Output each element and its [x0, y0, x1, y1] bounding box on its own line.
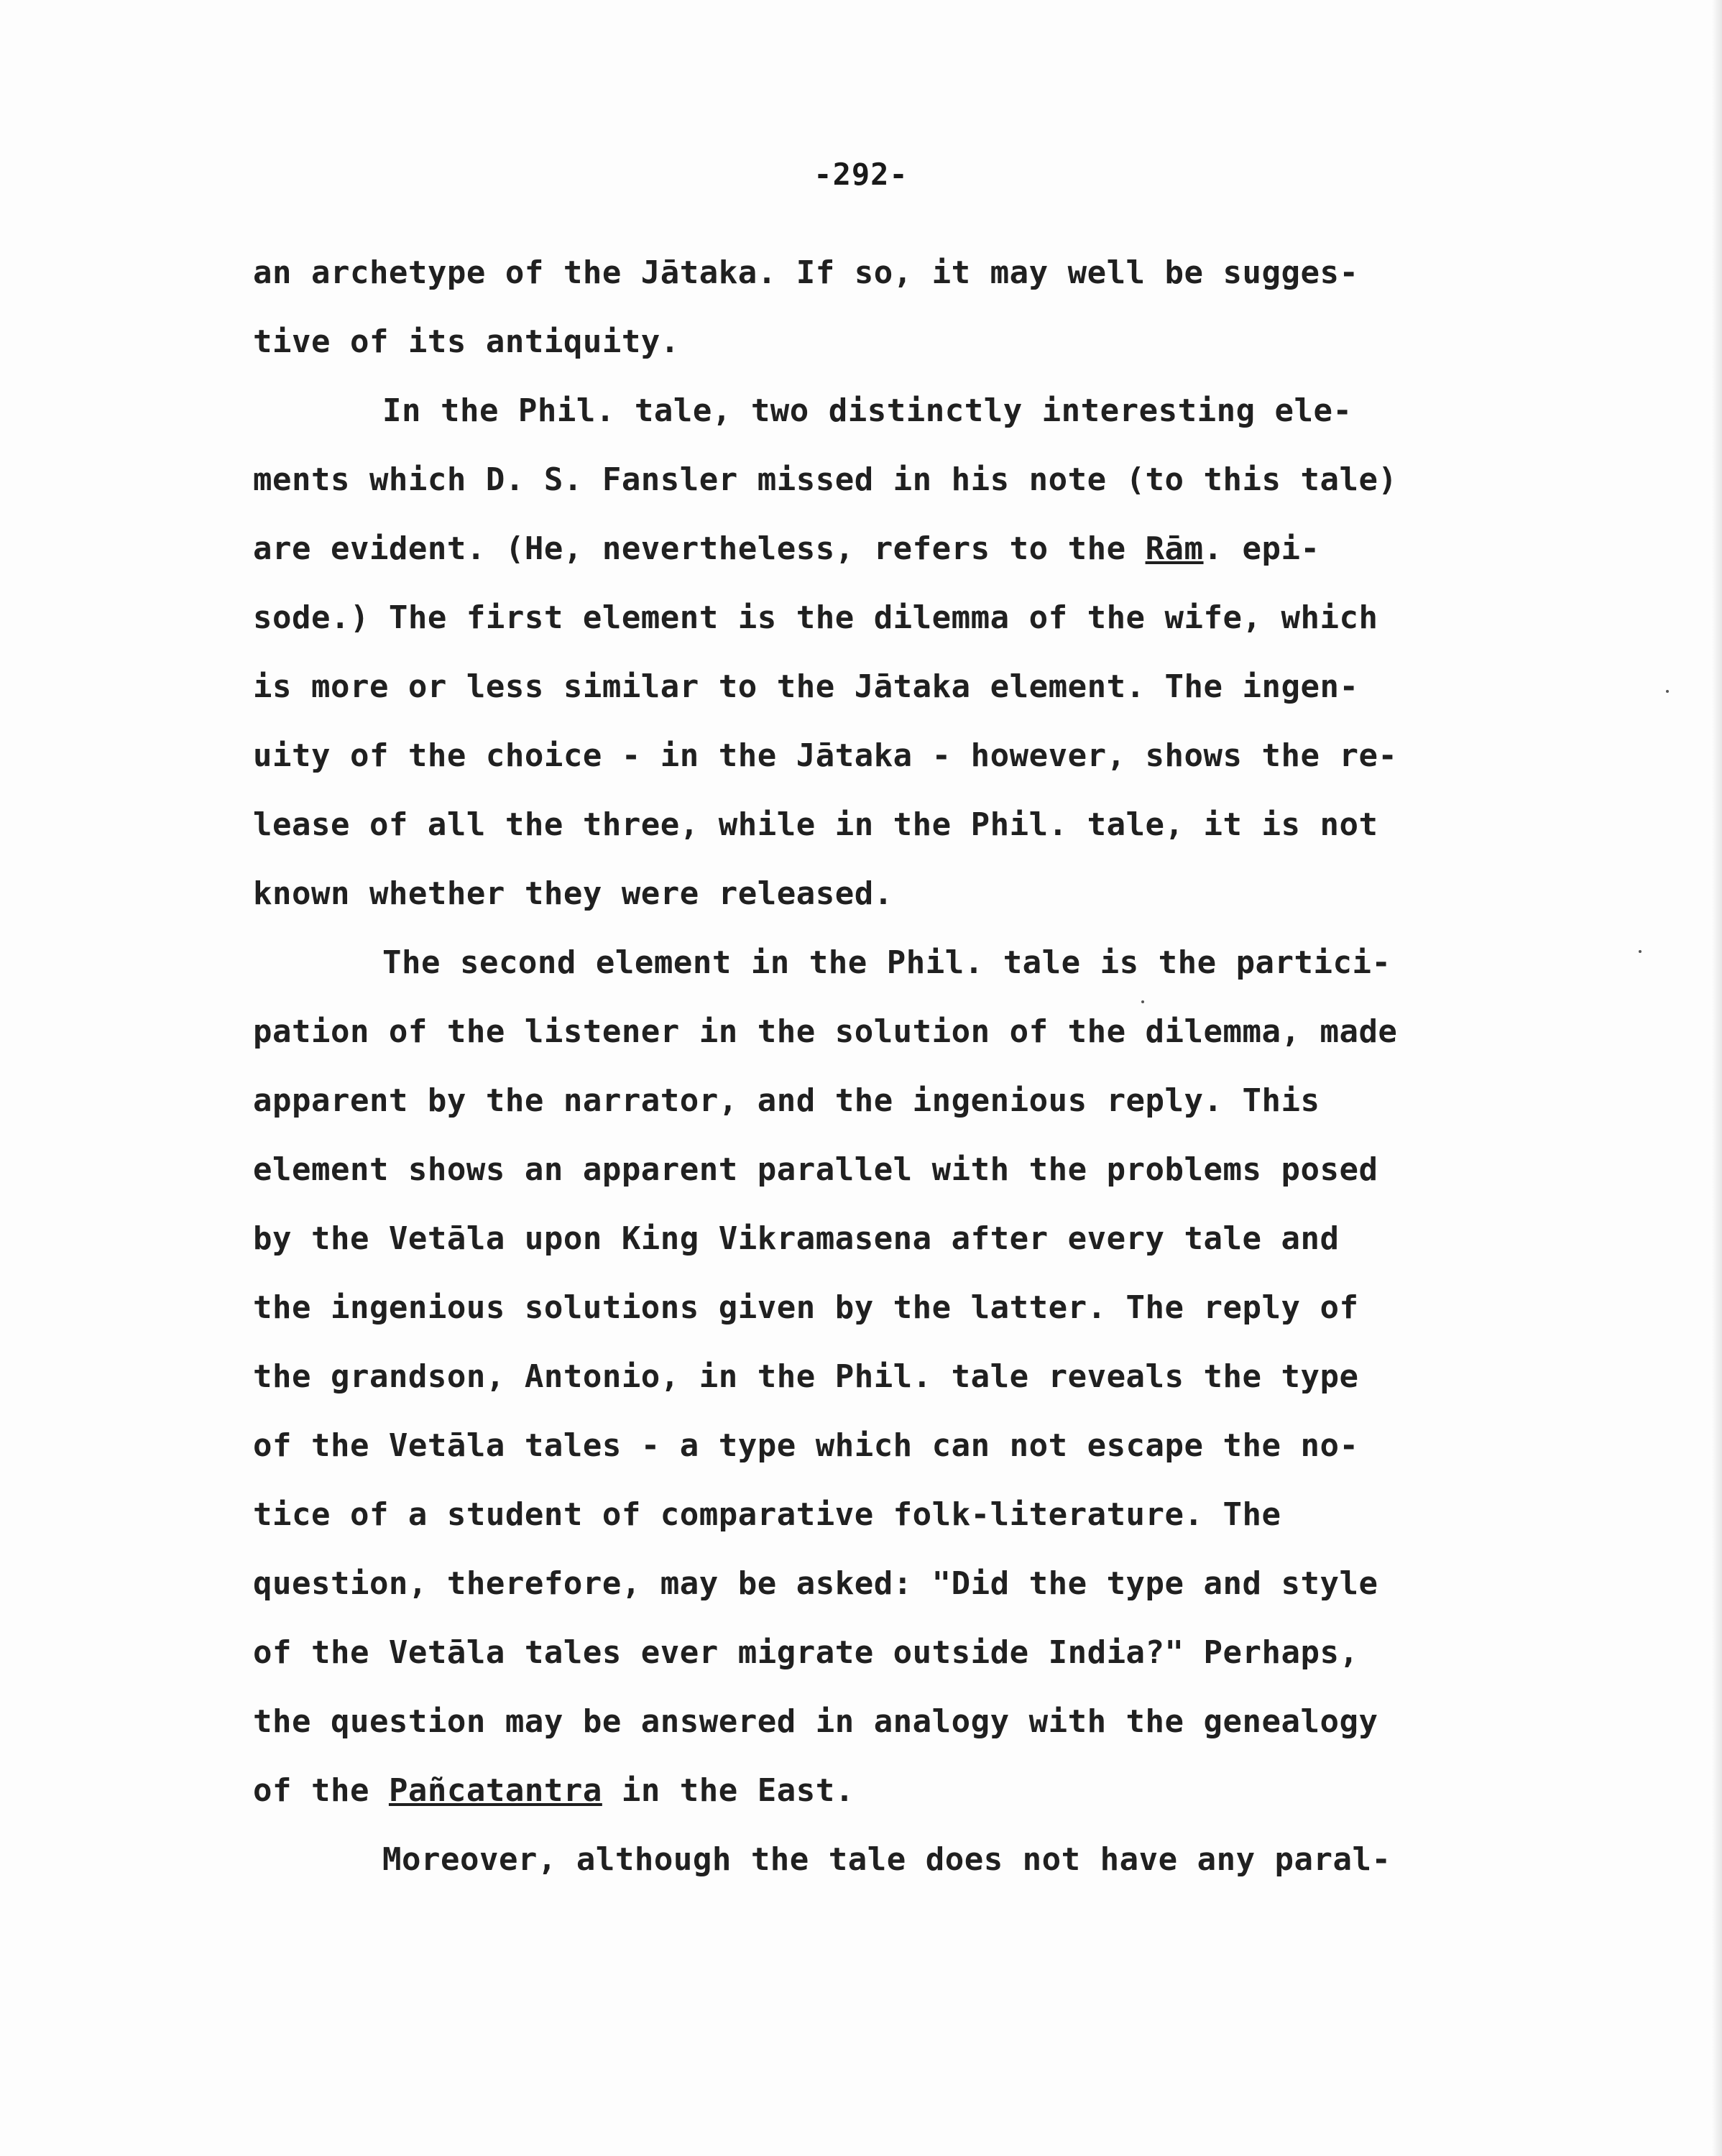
- text-line-24: Moreover, although the tale does not have any paral-: [382, 1841, 1391, 1878]
- text-line-16: the ingenious solutions given by the latter. The reply of: [253, 1289, 1359, 1326]
- scan-speck: [1141, 1000, 1144, 1003]
- text-line-19: tice of a student of comparative folk-literature. The: [253, 1496, 1281, 1533]
- scan-edge-shadow: [1712, 0, 1722, 2156]
- text-line-15: by the Vetāla upon King Vikramasena after every tale and: [253, 1220, 1340, 1257]
- text-line-5-b: . epi-: [1203, 530, 1320, 567]
- text-line-10: known whether they were released.: [253, 875, 893, 912]
- text-line-23-a: of the: [253, 1772, 389, 1809]
- text-line-2: tive of its antiquity.: [253, 323, 680, 360]
- text-line-1: an archetype of the Jātaka. If so, it may well be sugges-: [253, 254, 1359, 291]
- scan-speck: [1666, 690, 1669, 693]
- text-line-4: ments which D. S. Fansler missed in his note (to this tale): [253, 461, 1398, 498]
- text-line-22: the question may be answered in analogy with the genealogy: [253, 1703, 1378, 1740]
- text-line-18: of the Vetāla tales - a type which can not escape the no-: [253, 1427, 1359, 1464]
- text-line-11: The second element in the Phil. tale is the partici-: [382, 944, 1391, 981]
- scan-speck: [1639, 950, 1642, 953]
- text-line-20: question, therefore, may be asked: "Did the type and style: [253, 1565, 1378, 1602]
- text-line-5: [253, 528, 1320, 571]
- text-line-7: is more or less similar to the Jātaka element. The ingen-: [253, 668, 1359, 705]
- page-number: -292-: [814, 157, 908, 192]
- text-line-14: element shows an apparent parallel with the problems posed: [253, 1151, 1378, 1188]
- text-line-13: apparent by the narrator, and the ingenious reply. This: [253, 1082, 1320, 1119]
- text-line-21: of the Vetāla tales ever migrate outside India?" Perhaps,: [253, 1634, 1359, 1671]
- text-line-12: pation of the listener in the solution of the dilemma, made: [253, 1013, 1398, 1050]
- text-line-17: the grandson, Antonio, in the Phil. tale reveals the type: [253, 1358, 1359, 1395]
- ram-abbreviation: Rām: [1145, 530, 1204, 567]
- text-line-9: lease of all the three, while in the Phil. tale, it is not: [253, 806, 1378, 843]
- text-line-3: In the Phil. tale, two distinctly interesting ele-: [382, 392, 1353, 429]
- text-line-5-a: are evident. (He, nevertheless, refers to the: [253, 530, 1146, 567]
- text-line-23-b: in the East.: [602, 1772, 855, 1809]
- text-line-6: sode.) The first element is the dilemma of the wife, which: [253, 599, 1378, 636]
- pancatantra-title: Pañcatantra: [388, 1772, 602, 1809]
- text-line-23: [253, 1769, 855, 1812]
- text-line-8: uity of the choice - in the Jātaka - however, shows the re-: [253, 737, 1398, 774]
